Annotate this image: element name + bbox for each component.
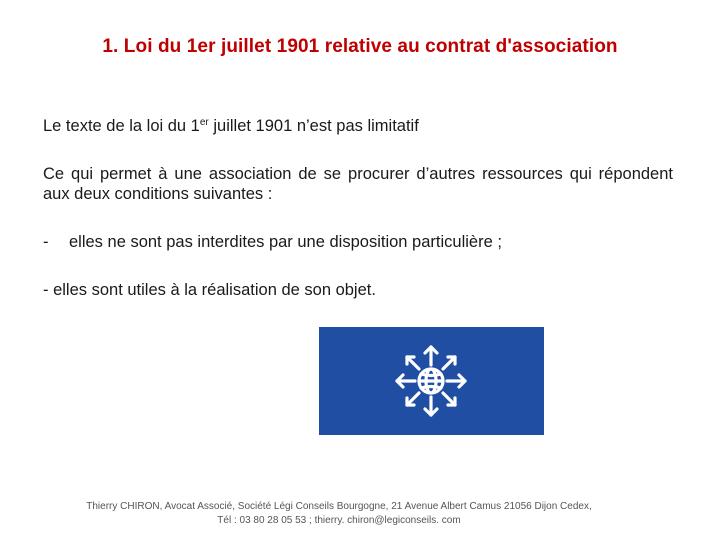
page-title: 1. Loi du 1er juillet 1901 relative au contrat d'association [102, 36, 618, 57]
icon-strokes [397, 347, 465, 415]
globe-arrows-illustration [319, 327, 544, 435]
intro-paragraph [43, 116, 673, 136]
footer-line-1: Thierry CHIRON, Avocat Associé, Société Légi Conseils Bourgogne, 21 Avenue Albert Camus 21056 Dijon Cedex, [86, 501, 592, 512]
conditions-paragraph: Ce qui permet à une association de se procurer d’autres ressources qui répondent aux deux conditions suivantes : [43, 165, 673, 203]
globe-with-outward-arrows-icon [319, 327, 544, 435]
intro-text-end: juillet 1901 n’est pas limitatif [208, 117, 419, 135]
condition-item-2: - elles sont utiles à la réalisation de son objet. [43, 281, 376, 299]
ordinal-superscript: er [199, 117, 209, 128]
condition-item-1 [43, 232, 673, 252]
footer-line-2: Tél : 03 80 28 05 53 ; thierry. chiron@legiconseils. com [217, 515, 461, 526]
page-footer [0, 500, 678, 528]
bullet-dash: - [43, 233, 49, 251]
condition-item-1-text: elles ne sont pas interdites par une disposition particulière ; [69, 233, 502, 251]
intro-text-start: Le texte de la loi du 1 [43, 117, 200, 135]
